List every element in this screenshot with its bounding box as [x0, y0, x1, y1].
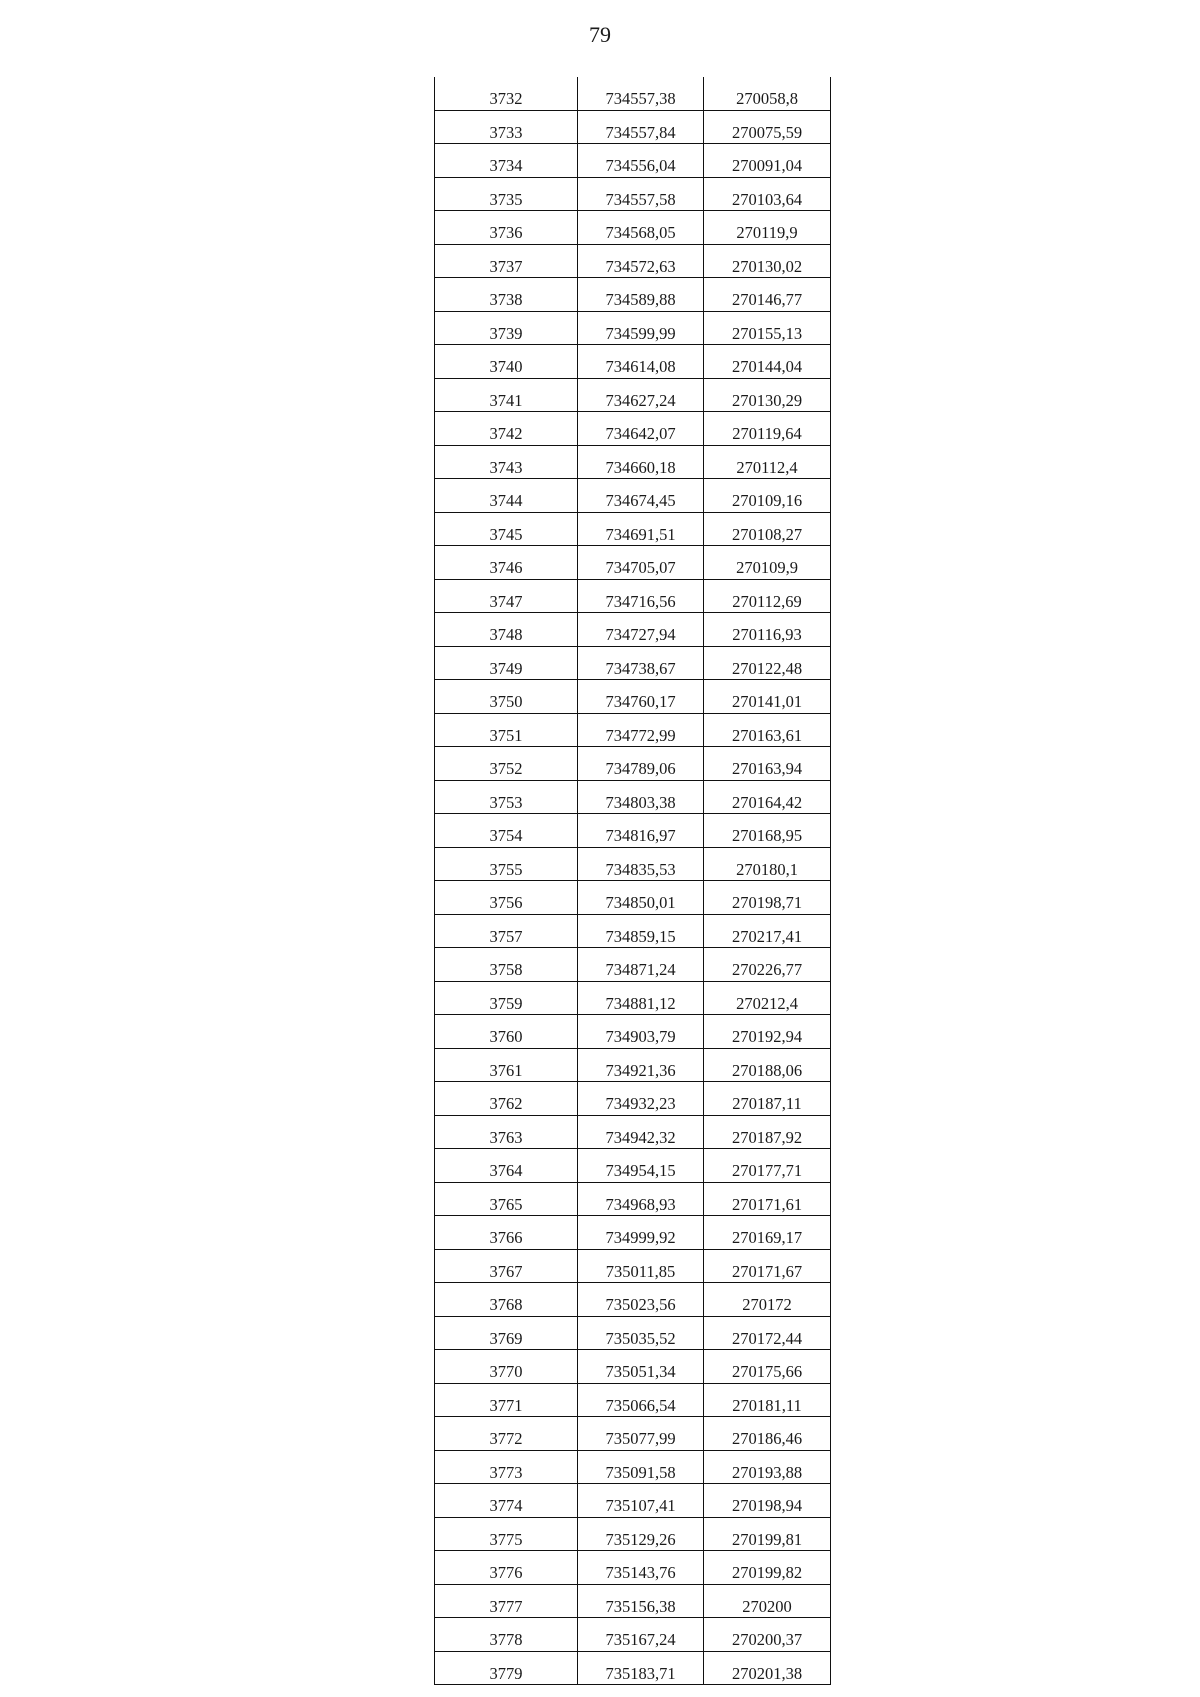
table-row: [435, 948, 831, 982]
point-number-cell: 3743: [435, 445, 578, 479]
y-coordinate-cell: 270141,01: [704, 680, 831, 714]
y-coordinate-cell: 270188,06: [704, 1048, 831, 1082]
y-coordinate-cell: 270200,37: [704, 1618, 831, 1652]
table-row: [435, 1618, 831, 1652]
y-coordinate-cell: 270144,04: [704, 345, 831, 379]
y-coordinate-cell: 270109,9: [704, 546, 831, 580]
table-row: [435, 1584, 831, 1618]
point-number-cell: 3741: [435, 378, 578, 412]
y-coordinate-cell: 270116,93: [704, 613, 831, 647]
y-coordinate-cell: 270217,41: [704, 914, 831, 948]
table-row: [435, 1551, 831, 1585]
point-number-cell: 3746: [435, 546, 578, 580]
x-coordinate-cell: 734803,38: [578, 780, 704, 814]
y-coordinate-cell: 270109,16: [704, 479, 831, 513]
y-coordinate-cell: 270091,04: [704, 144, 831, 178]
y-coordinate-cell: 270103,64: [704, 177, 831, 211]
table-row: [435, 244, 831, 278]
y-coordinate-cell: 270155,13: [704, 311, 831, 345]
point-number-cell: 3762: [435, 1082, 578, 1116]
x-coordinate-cell: 735143,76: [578, 1551, 704, 1585]
x-coordinate-cell: 735091,58: [578, 1450, 704, 1484]
point-number-cell: 3740: [435, 345, 578, 379]
x-coordinate-cell: 735077,99: [578, 1417, 704, 1451]
point-number-cell: 3757: [435, 914, 578, 948]
point-number-cell: 3778: [435, 1618, 578, 1652]
x-coordinate-cell: 734954,15: [578, 1149, 704, 1183]
table-row: [435, 512, 831, 546]
point-number-cell: 3735: [435, 177, 578, 211]
table-row: [435, 1015, 831, 1049]
point-number-cell: 3737: [435, 244, 578, 278]
y-coordinate-cell: 270181,11: [704, 1383, 831, 1417]
table-row: [435, 311, 831, 345]
table-row: [435, 1182, 831, 1216]
table-row: [435, 713, 831, 747]
y-coordinate-cell: 270177,71: [704, 1149, 831, 1183]
x-coordinate-cell: 734942,32: [578, 1115, 704, 1149]
table-row: [435, 177, 831, 211]
table-row: [435, 747, 831, 781]
x-coordinate-cell: 735167,24: [578, 1618, 704, 1652]
x-coordinate-cell: 734572,63: [578, 244, 704, 278]
y-coordinate-cell: 270212,4: [704, 981, 831, 1015]
x-coordinate-cell: 734968,93: [578, 1182, 704, 1216]
point-number-cell: 3764: [435, 1149, 578, 1183]
table-row: [435, 1082, 831, 1116]
x-coordinate-cell: 735051,34: [578, 1350, 704, 1384]
table-row: [435, 445, 831, 479]
table-row: [435, 847, 831, 881]
point-number-cell: 3748: [435, 613, 578, 647]
table-row: [435, 814, 831, 848]
table-row: [435, 914, 831, 948]
x-coordinate-cell: 734932,23: [578, 1082, 704, 1116]
point-number-cell: 3770: [435, 1350, 578, 1384]
x-coordinate-cell: 734557,58: [578, 177, 704, 211]
point-number-cell: 3742: [435, 412, 578, 446]
point-number-cell: 3733: [435, 110, 578, 144]
y-coordinate-cell: 270119,9: [704, 211, 831, 245]
point-number-cell: 3754: [435, 814, 578, 848]
table-row: [435, 780, 831, 814]
x-coordinate-cell: 734760,17: [578, 680, 704, 714]
table-row: [435, 1249, 831, 1283]
x-coordinate-cell: 734816,97: [578, 814, 704, 848]
y-coordinate-cell: 270122,48: [704, 646, 831, 680]
y-coordinate-cell: 270164,42: [704, 780, 831, 814]
table-row: [435, 1149, 831, 1183]
point-number-cell: 3772: [435, 1417, 578, 1451]
point-number-cell: 3758: [435, 948, 578, 982]
point-number-cell: 3732: [435, 77, 578, 110]
x-coordinate-cell: 734557,84: [578, 110, 704, 144]
x-coordinate-cell: 735156,38: [578, 1584, 704, 1618]
y-coordinate-cell: 270169,17: [704, 1216, 831, 1250]
x-coordinate-cell: 734789,06: [578, 747, 704, 781]
table-row: [435, 579, 831, 613]
point-number-cell: 3773: [435, 1450, 578, 1484]
x-coordinate-cell: 734589,88: [578, 278, 704, 312]
y-coordinate-cell: 270180,1: [704, 847, 831, 881]
point-number-cell: 3769: [435, 1316, 578, 1350]
table-row: [435, 680, 831, 714]
y-coordinate-cell: 270163,94: [704, 747, 831, 781]
point-number-cell: 3763: [435, 1115, 578, 1149]
table-row: [435, 144, 831, 178]
point-number-cell: 3767: [435, 1249, 578, 1283]
y-coordinate-cell: 270187,92: [704, 1115, 831, 1149]
x-coordinate-cell: 734871,24: [578, 948, 704, 982]
x-coordinate-cell: 734921,36: [578, 1048, 704, 1082]
point-number-cell: 3755: [435, 847, 578, 881]
y-coordinate-cell: 270186,46: [704, 1417, 831, 1451]
x-coordinate-cell: 734627,24: [578, 378, 704, 412]
x-coordinate-cell: 735183,71: [578, 1651, 704, 1685]
table-row: [435, 378, 831, 412]
x-coordinate-cell: 734881,12: [578, 981, 704, 1015]
y-coordinate-cell: 270199,81: [704, 1517, 831, 1551]
y-coordinate-cell: 270108,27: [704, 512, 831, 546]
x-coordinate-cell: 734727,94: [578, 613, 704, 647]
table-row: [435, 479, 831, 513]
x-coordinate-cell: 734999,92: [578, 1216, 704, 1250]
x-coordinate-cell: 734903,79: [578, 1015, 704, 1049]
table-row: [435, 278, 831, 312]
x-coordinate-cell: 734716,56: [578, 579, 704, 613]
x-coordinate-cell: 735107,41: [578, 1484, 704, 1518]
table-row: [435, 613, 831, 647]
point-number-cell: 3777: [435, 1584, 578, 1618]
y-coordinate-cell: 270171,67: [704, 1249, 831, 1283]
y-coordinate-cell: 270172: [704, 1283, 831, 1317]
point-number-cell: 3768: [435, 1283, 578, 1317]
point-number-cell: 3750: [435, 680, 578, 714]
table-row: [435, 881, 831, 915]
point-number-cell: 3747: [435, 579, 578, 613]
point-number-cell: 3739: [435, 311, 578, 345]
x-coordinate-cell: 734568,05: [578, 211, 704, 245]
point-number-cell: 3771: [435, 1383, 578, 1417]
y-coordinate-cell: 270146,77: [704, 278, 831, 312]
x-coordinate-cell: 735023,56: [578, 1283, 704, 1317]
point-number-cell: 3744: [435, 479, 578, 513]
point-number-cell: 3774: [435, 1484, 578, 1518]
point-number-cell: 3751: [435, 713, 578, 747]
y-coordinate-cell: 270201,38: [704, 1651, 831, 1685]
y-coordinate-cell: 270192,94: [704, 1015, 831, 1049]
page-number: 79: [589, 22, 611, 47]
x-coordinate-cell: 734660,18: [578, 445, 704, 479]
x-coordinate-cell: 734599,99: [578, 311, 704, 345]
point-number-cell: 3738: [435, 278, 578, 312]
coordinates-table-body: [435, 77, 831, 1685]
y-coordinate-cell: 270075,59: [704, 110, 831, 144]
table-row: [435, 1450, 831, 1484]
x-coordinate-cell: 734850,01: [578, 881, 704, 915]
table-row: [435, 412, 831, 446]
point-number-cell: 3760: [435, 1015, 578, 1049]
y-coordinate-cell: 270187,11: [704, 1082, 831, 1116]
x-coordinate-cell: 734835,53: [578, 847, 704, 881]
point-number-cell: 3736: [435, 211, 578, 245]
x-coordinate-cell: 735129,26: [578, 1517, 704, 1551]
point-number-cell: 3765: [435, 1182, 578, 1216]
table-row: [435, 1383, 831, 1417]
table-row: [435, 1115, 831, 1149]
y-coordinate-cell: 270119,64: [704, 412, 831, 446]
table-row: [435, 1651, 831, 1685]
y-coordinate-cell: 270172,44: [704, 1316, 831, 1350]
table-row: [435, 77, 831, 110]
point-number-cell: 3776: [435, 1551, 578, 1585]
table-row: [435, 1517, 831, 1551]
point-number-cell: 3745: [435, 512, 578, 546]
y-coordinate-cell: 270200: [704, 1584, 831, 1618]
x-coordinate-cell: 735035,52: [578, 1316, 704, 1350]
point-number-cell: 3759: [435, 981, 578, 1015]
point-number-cell: 3761: [435, 1048, 578, 1082]
y-coordinate-cell: 270226,77: [704, 948, 831, 982]
y-coordinate-cell: 270175,66: [704, 1350, 831, 1384]
table-row: [435, 646, 831, 680]
y-coordinate-cell: 270168,95: [704, 814, 831, 848]
table-row: [435, 1417, 831, 1451]
point-number-cell: 3775: [435, 1517, 578, 1551]
x-coordinate-cell: 734614,08: [578, 345, 704, 379]
table-row: [435, 981, 831, 1015]
y-coordinate-cell: 270171,61: [704, 1182, 831, 1216]
point-number-cell: 3753: [435, 780, 578, 814]
table-row: [435, 546, 831, 580]
y-coordinate-cell: 270130,02: [704, 244, 831, 278]
point-number-cell: 3752: [435, 747, 578, 781]
table-row: [435, 345, 831, 379]
y-coordinate-cell: 270193,88: [704, 1450, 831, 1484]
y-coordinate-cell: 270130,29: [704, 378, 831, 412]
table-row: [435, 1350, 831, 1384]
x-coordinate-cell: 734557,38: [578, 77, 704, 110]
x-coordinate-cell: 734674,45: [578, 479, 704, 513]
y-coordinate-cell: 270163,61: [704, 713, 831, 747]
table-row: [435, 211, 831, 245]
table-row: [435, 1048, 831, 1082]
point-number-cell: 3766: [435, 1216, 578, 1250]
table-row: [435, 110, 831, 144]
y-coordinate-cell: 270199,82: [704, 1551, 831, 1585]
y-coordinate-cell: 270112,4: [704, 445, 831, 479]
x-coordinate-cell: 734691,51: [578, 512, 704, 546]
point-number-cell: 3756: [435, 881, 578, 915]
table-row: [435, 1283, 831, 1317]
point-number-cell: 3749: [435, 646, 578, 680]
point-number-cell: 3779: [435, 1651, 578, 1685]
y-coordinate-cell: 270198,71: [704, 881, 831, 915]
x-coordinate-cell: 734772,99: [578, 713, 704, 747]
x-coordinate-cell: 735066,54: [578, 1383, 704, 1417]
x-coordinate-cell: 734705,07: [578, 546, 704, 580]
y-coordinate-cell: 270058,8: [704, 77, 831, 110]
x-coordinate-cell: 734556,04: [578, 144, 704, 178]
x-coordinate-cell: 734738,67: [578, 646, 704, 680]
y-coordinate-cell: 270198,94: [704, 1484, 831, 1518]
x-coordinate-cell: 735011,85: [578, 1249, 704, 1283]
table-row: [435, 1316, 831, 1350]
coordinates-table: [434, 77, 831, 1685]
x-coordinate-cell: 734642,07: [578, 412, 704, 446]
y-coordinate-cell: 270112,69: [704, 579, 831, 613]
table-row: [435, 1484, 831, 1518]
point-number-cell: 3734: [435, 144, 578, 178]
table-row: [435, 1216, 831, 1250]
x-coordinate-cell: 734859,15: [578, 914, 704, 948]
